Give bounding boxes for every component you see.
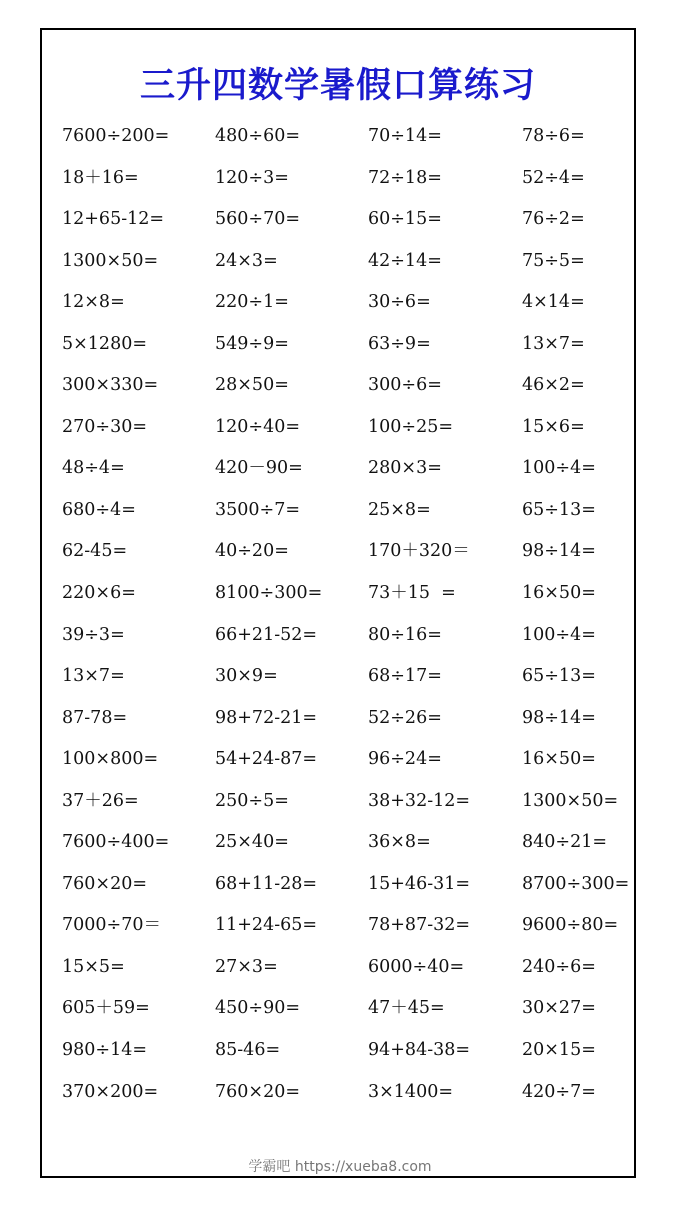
problem-cell: 560÷70= [215,209,300,230]
problem-cell: 30×27= [522,998,596,1019]
problem-cell: 52÷4= [522,167,585,188]
problem-cell: 30×9= [215,666,278,687]
problem-cell: 8100÷300= [215,583,323,604]
problem-cell: 220×6= [62,583,136,604]
problem-cell: 7600÷200= [62,126,170,146]
problem-cell: 85-46= [215,1040,281,1061]
problem-cell: 6000÷40= [368,956,465,977]
problem-cell: 11+24-65= [215,915,318,936]
problem-cell: 680÷4= [62,499,136,520]
problem-cell: 280×3= [368,458,442,479]
problem-cell: 760×20= [215,1081,300,1102]
problem-cell: 100÷4= [522,458,596,479]
problem-cell: 120÷3= [215,167,289,188]
problem-cell: 4×14= [522,292,585,313]
problem-cell: 30÷6= [368,292,431,313]
problem-cell: 15×5= [62,956,125,977]
problem-cell: 240÷6= [522,956,596,977]
problem-cell: 9600÷80= [522,915,619,936]
problem-cell: 98÷14= [522,707,596,728]
problem-cell: 420÷7= [522,1081,596,1102]
problem-cell: 760×20= [62,873,147,894]
footer-watermark: 学霸吧 https://xueba8.com [248,1159,432,1175]
problem-cell: 450÷90= [215,998,300,1019]
problem-cell: 73＋15 = [368,583,456,604]
problem-cell: 300×330= [62,375,159,396]
problem-cell: 100÷4= [522,624,596,645]
problem-cell: 24×3= [215,250,278,271]
problem-cell: 48÷4= [62,458,125,479]
problem-cell: 68÷17= [368,666,442,687]
problem-cell: 62-45= [62,541,128,562]
page-title: 三升四数学暑假口算练习 [139,65,536,106]
problem-cell: 38+32-12= [368,790,471,811]
problem-cell: 420－90= [215,458,303,479]
problem-cell: 100÷25= [368,416,453,437]
problem-cell: 75÷5= [522,250,585,271]
problem-cell: 16×50= [522,583,596,604]
problem-cell: 270÷30= [62,416,147,437]
problem-cell: 1300×50= [62,250,159,271]
problem-cell: 46×2= [522,375,585,396]
problem-grid [62,121,632,1118]
problem-cell: 54+24-87= [215,749,318,770]
problem-cell: 16×50= [522,749,596,770]
problem-cell: 25×40= [215,832,289,853]
problem-cell: 12×8= [62,292,125,313]
problem-cell: 37＋26= [62,790,139,811]
problem-cell: 20×15= [522,1040,596,1061]
problem-cell: 7000÷70＝ [62,915,161,936]
problem-cell: 98+72-21= [215,707,318,728]
problem-cell: 3×1400= [368,1081,453,1102]
problem-cell: 220÷1= [215,292,289,313]
problem-cell: 87-78= [62,707,128,728]
problem-cell: 549÷9= [215,333,289,354]
problem-cell: 25×8= [368,499,431,520]
problem-cell: 15+46-31= [368,873,471,894]
problem-cell: 98÷14= [522,541,596,562]
problem-cell: 605＋59= [62,998,150,1019]
problem-cell: 96÷24= [368,749,442,770]
problem-cell: 70÷14= [368,126,442,146]
problem-cell: 39÷3= [62,624,125,645]
problem-cell: 47＋45= [368,998,445,1019]
problem-cell: 27×3= [215,956,278,977]
problem-cell: 76÷2= [522,209,585,230]
problem-cell: 66+21-52= [215,624,318,645]
problem-cell: 18＋16= [62,167,139,188]
problem-cell: 170＋320＝ [368,541,470,562]
problem-cell: 78÷6= [522,126,585,146]
problem-cell: 42÷14= [368,250,442,271]
problem-cell: 65÷13= [522,666,596,687]
problem-cell: 94+84-38= [368,1040,471,1061]
problem-cell: 15×6= [522,416,585,437]
problem-cell: 12+65-12= [62,209,165,230]
problem-cell: 13×7= [522,333,585,354]
problem-cell: 840÷21= [522,832,607,853]
problem-cell: 100×800= [62,749,159,770]
problem-cell: 250÷5= [215,790,289,811]
problem-cell: 78+87-32= [368,915,471,936]
problem-cell: 65÷13= [522,499,596,520]
problem-cell: 63÷9= [368,333,431,354]
problem-cell: 3500÷7= [215,499,300,520]
problem-cell: 40÷20= [215,541,289,562]
problem-cell: 8700÷300= [522,873,630,894]
problem-cell: 1300×50= [522,790,619,811]
problem-cell: 72÷18= [368,167,442,188]
problem-cell: 300÷6= [368,375,442,396]
worksheet-frame [40,28,636,1178]
problem-cell: 370×200= [62,1081,159,1102]
problem-cell: 80÷16= [368,624,442,645]
problem-cell: 480÷60= [215,126,300,146]
problem-cell: 13×7= [62,666,125,687]
problem-cell: 68+11-28= [215,873,318,894]
problem-cell: 52÷26= [368,707,442,728]
problem-cell: 60÷15= [368,209,442,230]
problem-cell: 28×50= [215,375,289,396]
problem-cell: 36×8= [368,832,431,853]
problem-cell: 7600÷400= [62,832,170,853]
problem-cell: 120÷40= [215,416,300,437]
problem-cell: 5×1280= [62,333,147,354]
problem-cell: 980÷14= [62,1040,147,1061]
